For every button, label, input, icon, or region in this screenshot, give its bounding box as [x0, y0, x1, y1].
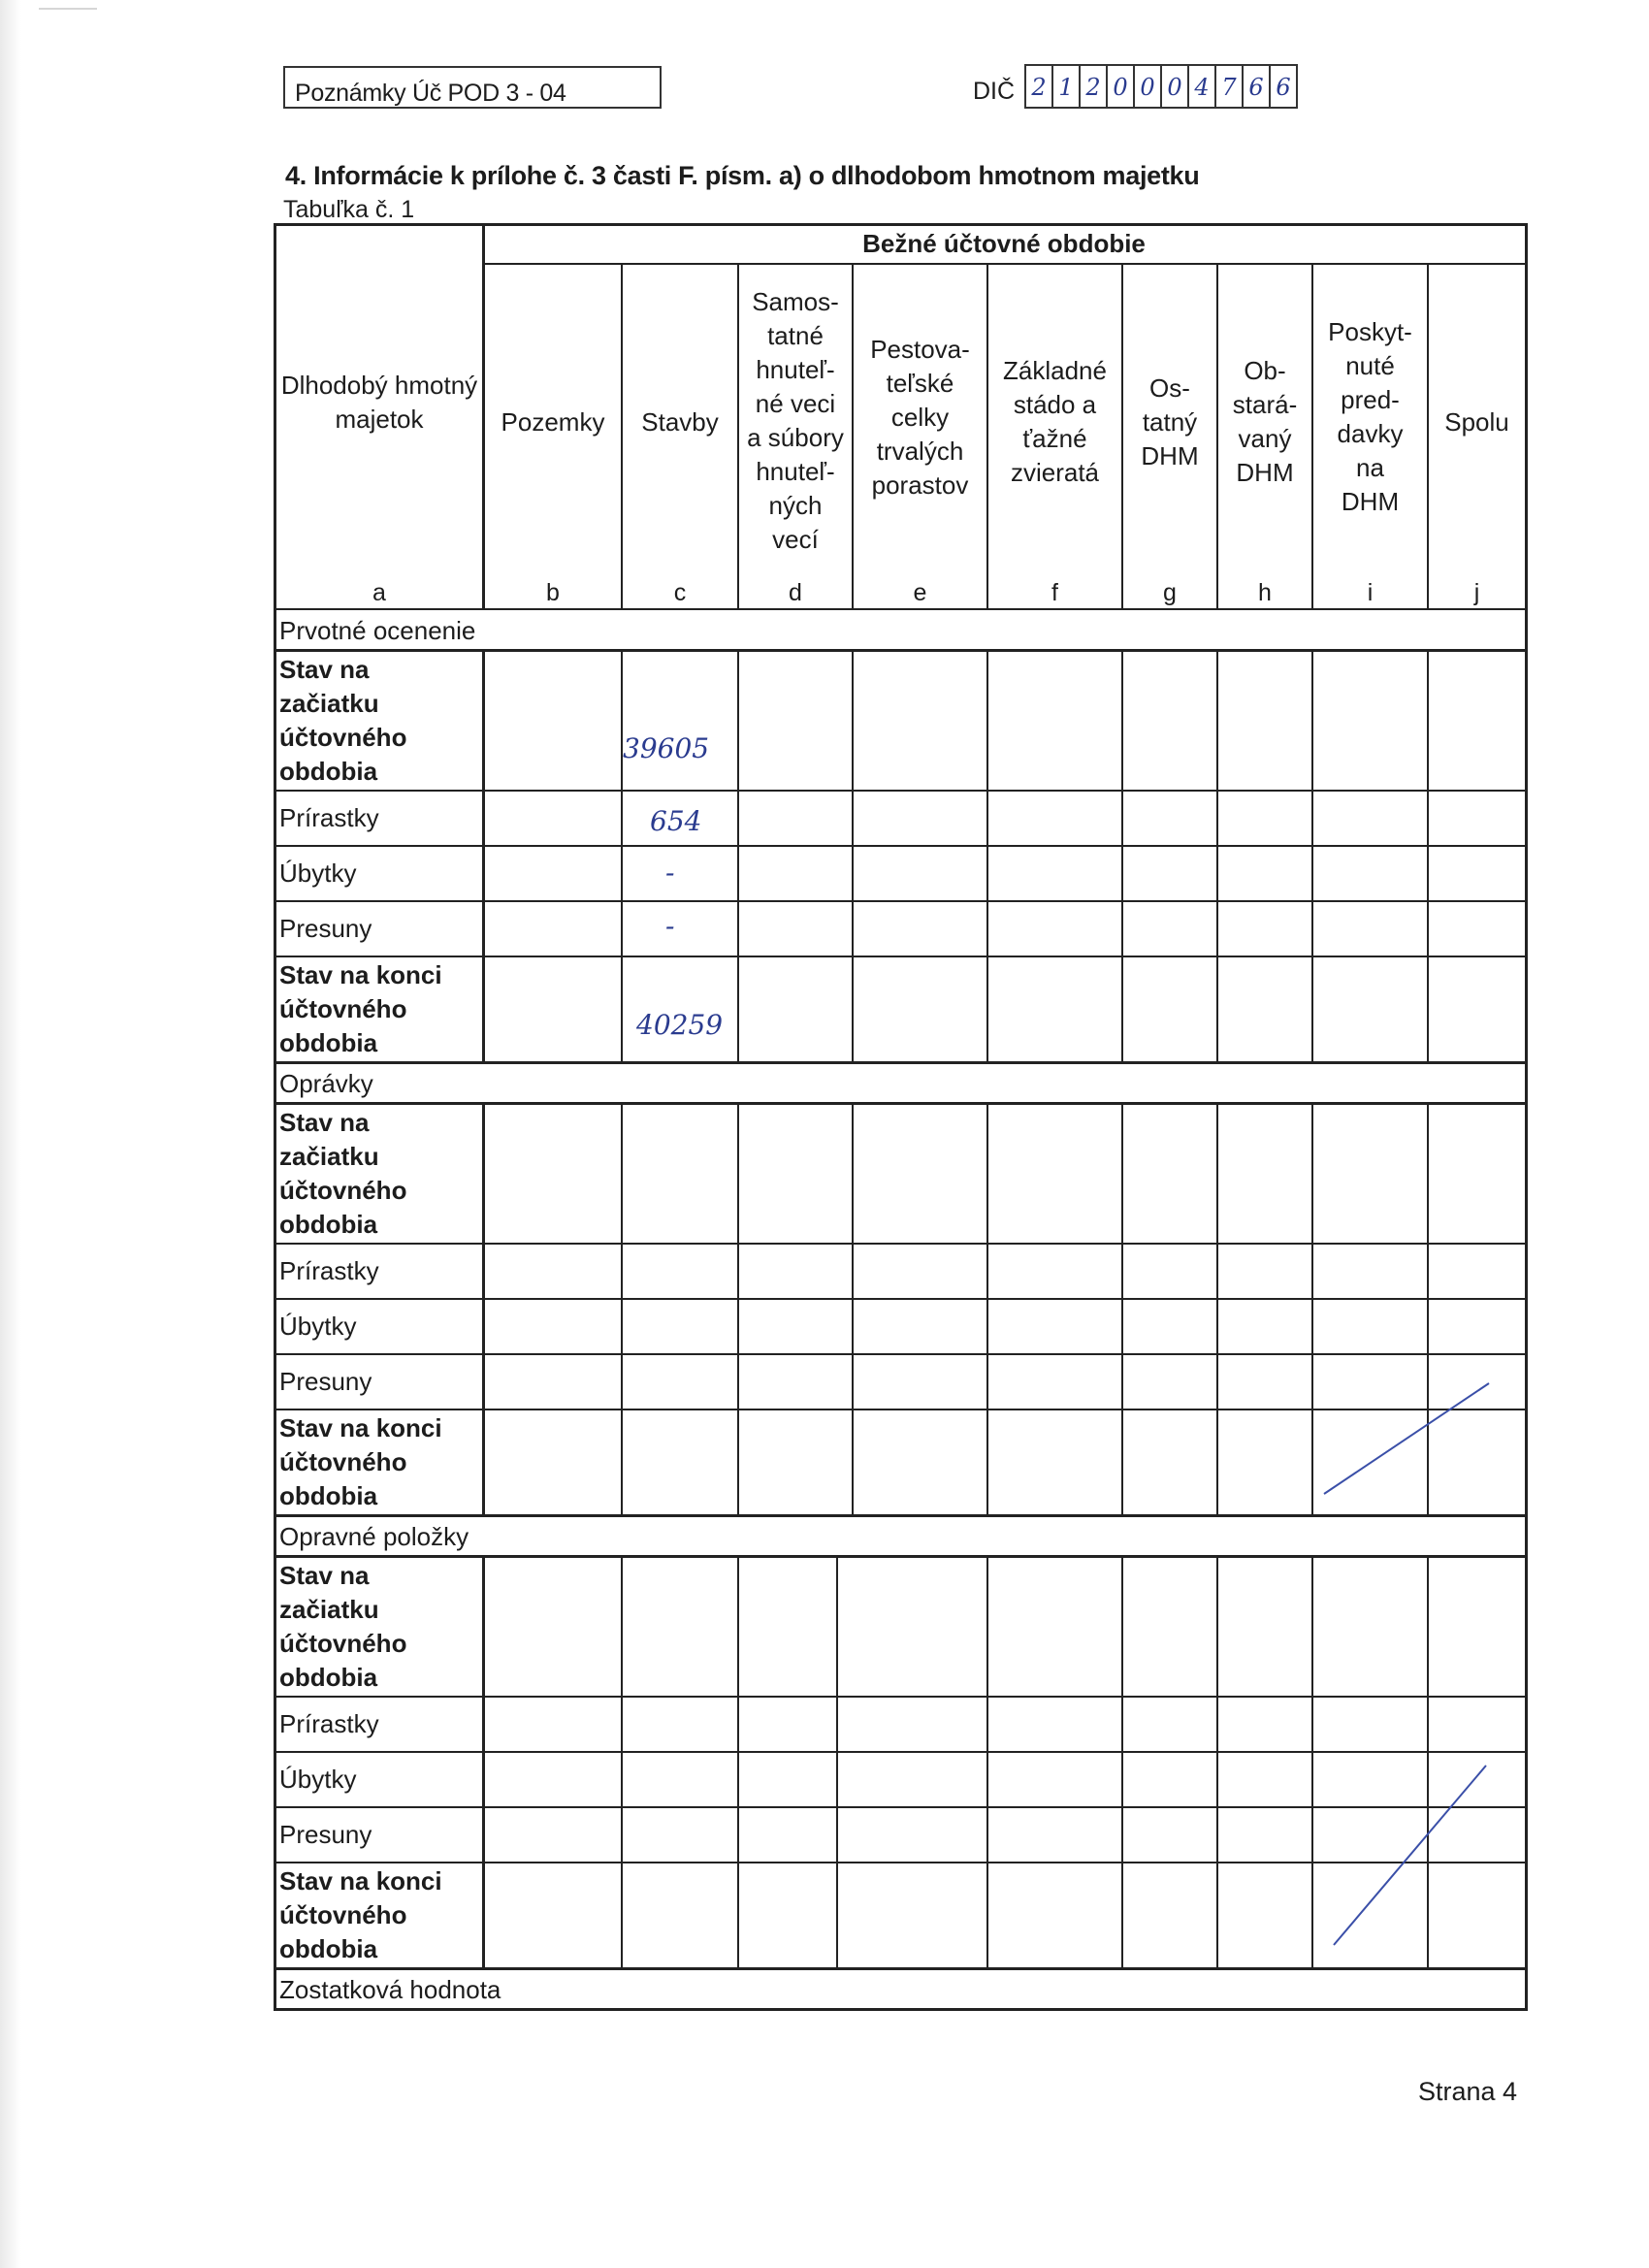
row-label-transfers: Presuny [279, 1820, 372, 1849]
dic-digit: 0 [1160, 64, 1189, 109]
col-letter: b [546, 579, 560, 606]
handwritten-additions: 654 [650, 805, 702, 837]
dic-digit: 0 [1133, 64, 1162, 109]
row-label-disposals: Úbytky [279, 1765, 357, 1794]
col-header-e: Pestova-teľské celky trvalých porastov [870, 334, 970, 500]
col-letter: a [372, 579, 386, 606]
col-header-j: Spolu [1444, 406, 1509, 437]
row-label-disposals: Úbytky [279, 1312, 357, 1341]
col-letter: j [1473, 579, 1480, 606]
form-code: Poznámky Úč POD 3 - 04 [295, 80, 566, 107]
handwritten-opening: 39605 [623, 732, 710, 764]
dic-digit: 2 [1079, 64, 1108, 109]
col-letter: e [913, 579, 927, 606]
row-label-disposals: Úbytky [279, 859, 357, 888]
col-header-b: Pozemky [501, 406, 605, 437]
row-label-additions: Prírastky [279, 803, 379, 832]
row-label-closing: Stav na konci účtovného obdobia [279, 1866, 442, 1963]
col-header-f: Základné stádo a ťažné zvieratá [1003, 356, 1107, 487]
row-label-additions: Prírastky [279, 1709, 379, 1738]
dic-digit: 2 [1024, 64, 1053, 109]
row-label-additions: Prírastky [279, 1256, 379, 1285]
section-title: 4. Informácie k prílohe č. 3 časti F. písm. a) o dlhodobom hmotnom majetku [285, 161, 1200, 190]
row-label-closing: Stav na konci účtovného obdobia [279, 1413, 442, 1510]
handwritten-transfers: - [665, 910, 675, 942]
col-header-a: Dlhodobý hmotný majetok [280, 371, 478, 434]
strike-line-impairment [1334, 1766, 1486, 1945]
period-header: Bežné účtovné obdobie [862, 229, 1146, 258]
section-title-impairment: Opravné položky [279, 1522, 469, 1551]
row-label-closing: Stav na konci účtovného obdobia [279, 960, 442, 1057]
col-letter: f [1051, 579, 1058, 606]
dic-digit: 6 [1242, 64, 1271, 109]
handwritten-disposals: - [665, 857, 675, 889]
col-letter: g [1163, 579, 1177, 606]
col-letter: h [1258, 579, 1272, 606]
section-title-depreciation: Oprávky [279, 1069, 373, 1098]
col-header-c: Stavby [641, 406, 719, 437]
handwritten-closing: 40259 [636, 1009, 724, 1041]
dic-digit: 7 [1214, 64, 1244, 109]
dic-digit: 6 [1269, 64, 1298, 109]
table-label: Tabuľka č. 1 [283, 196, 415, 223]
section-title-initial-valuation: Prvotné ocenenie [279, 616, 476, 645]
row-label-opening: Stav na začiatku účtovného obdobia [279, 1561, 407, 1692]
row-label-transfers: Presuny [279, 914, 372, 943]
col-header-i: Poskyt-nuté pred-davky na DHM [1328, 317, 1412, 516]
dic-digit: 0 [1106, 64, 1135, 109]
row-label-opening: Stav na začiatku účtovného obdobia [279, 655, 407, 786]
col-header-h: Ob-stará-vaný DHM [1232, 356, 1298, 487]
strike-line-depreciation [1324, 1383, 1489, 1494]
dic-digit: 4 [1187, 64, 1216, 109]
dic-label: DIČ [973, 78, 1016, 105]
col-letter: d [789, 579, 802, 606]
row-label-transfers: Presuny [279, 1367, 372, 1396]
col-header-g: Os-tatný DHM [1141, 373, 1199, 470]
col-letter: i [1367, 579, 1374, 606]
page-number: Strana 4 [1418, 2077, 1518, 2106]
col-letter: c [673, 579, 687, 606]
row-label-opening: Stav na začiatku účtovného obdobia [279, 1108, 407, 1239]
row-label-residual-value: Zostatková hodnota [279, 1975, 501, 2004]
dic-digit: 1 [1051, 64, 1081, 109]
col-header-d: Samos-tatné hnuteľ-né veci a súbory hnuteľ-ných vecí [747, 287, 844, 554]
